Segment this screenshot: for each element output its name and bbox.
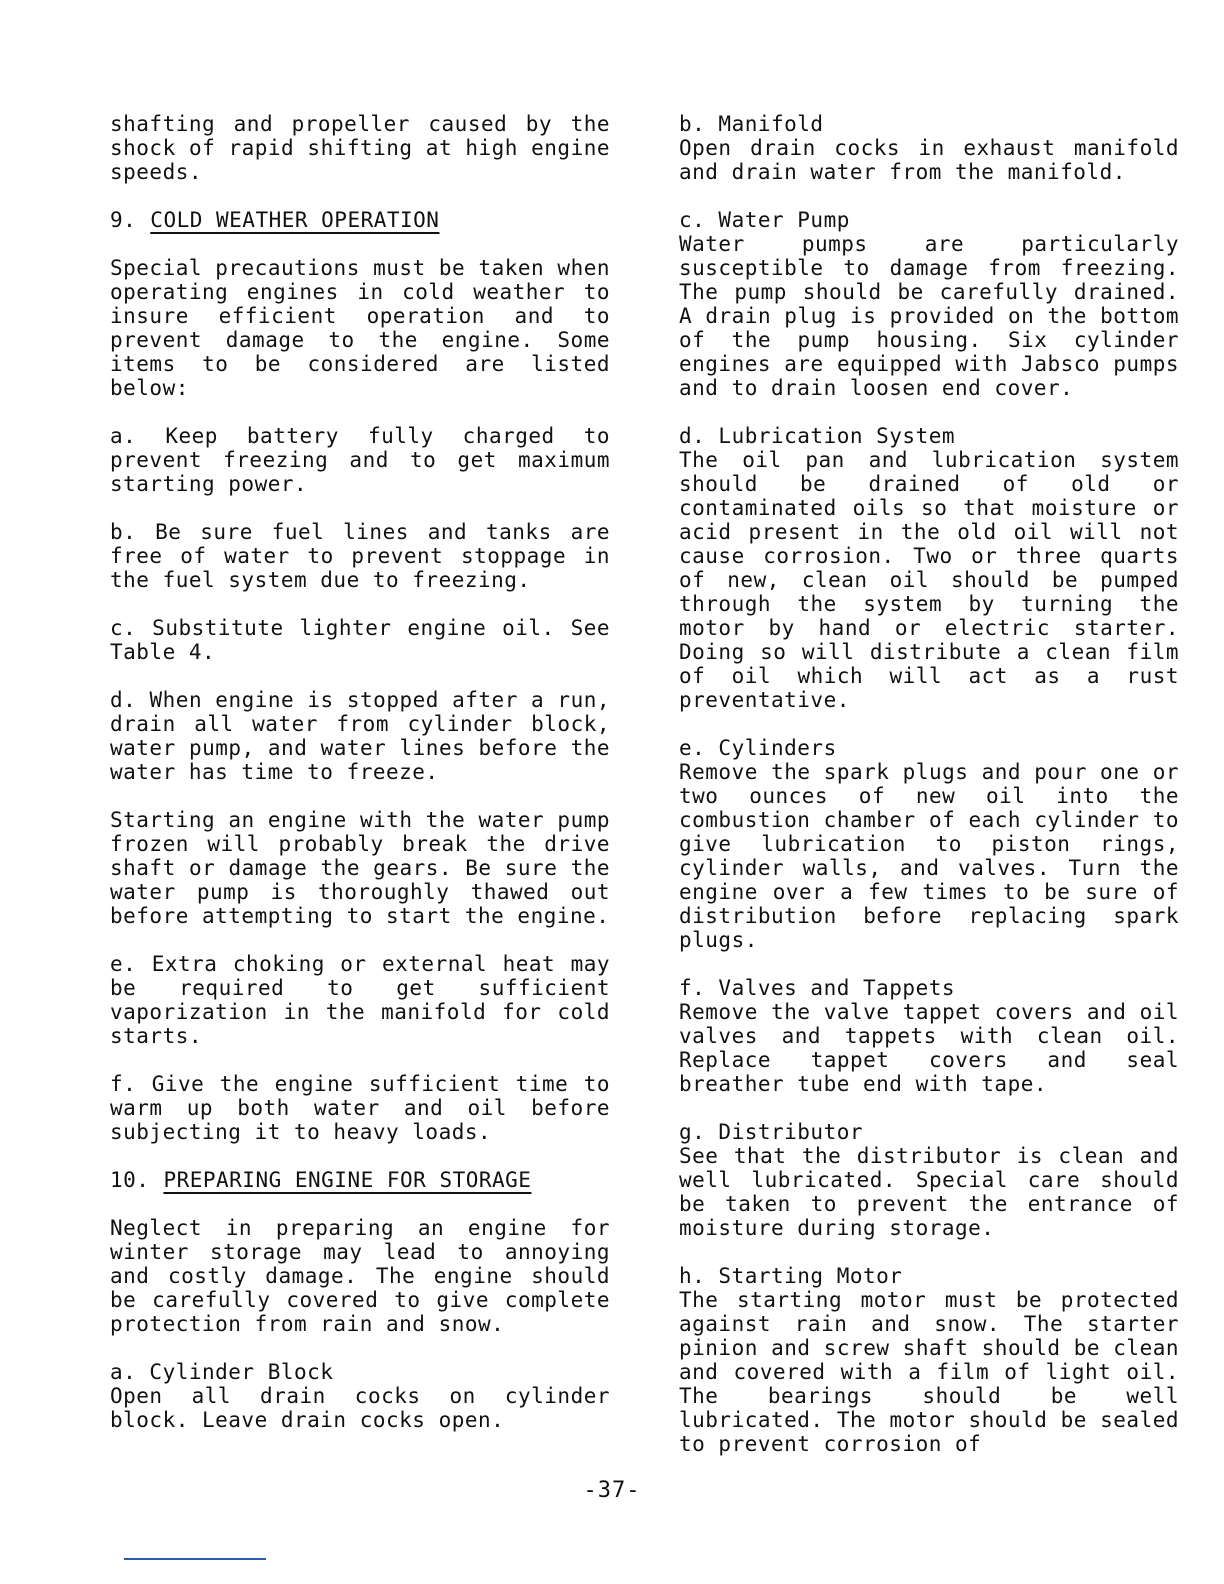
list-item-fuel-lines: b. Be sure fuel lines and tanks are free of water to prevent stoppage in the fuel system due to freezing. bbox=[110, 520, 610, 592]
subsection-water-pump bbox=[679, 208, 1179, 400]
section-heading-cold-weather bbox=[110, 208, 610, 232]
subsection-title: b. Manifold bbox=[679, 112, 824, 136]
subsection-cylinder-block bbox=[110, 1360, 610, 1432]
section-title: COLD WEATHER OPERATION bbox=[150, 208, 440, 232]
subsection-manifold bbox=[679, 112, 1179, 184]
footer-divider bbox=[124, 1558, 266, 1560]
subsection-text: Open drain cocks in exhaust manifold and drain water from the manifold. bbox=[679, 136, 1179, 184]
paragraph-frozen-pump: Starting an engine with the water pump frozen will probably break the drive shaft or damage the gears. Be sure the water pump is thoroughly thawed out before attempting to start the engine. bbox=[110, 808, 610, 928]
subsection-title: e. Cylinders bbox=[679, 736, 837, 760]
subsection-cylinders bbox=[679, 736, 1179, 952]
section-title: PREPARING ENGINE FOR STORAGE bbox=[163, 1168, 532, 1192]
subsection-valves-tappets bbox=[679, 976, 1179, 1096]
subsection-text: See that the distributor is clean and well lubricated. Special care should be taken to prevent the entrance of moisture during storage. bbox=[679, 1144, 1179, 1240]
subsection-starting-motor bbox=[679, 1264, 1179, 1456]
left-column bbox=[110, 112, 610, 1456]
paragraph-intro-continuation: shafting and propeller caused by the shock of rapid shifting at high engine speeds. bbox=[110, 112, 610, 184]
list-item-battery: a. Keep battery fully charged to prevent freezing and to get maximum starting power. bbox=[110, 424, 610, 496]
subsection-title: f. Valves and Tappets bbox=[679, 976, 956, 1000]
subsection-distributor bbox=[679, 1120, 1179, 1240]
subsection-title: c. Water Pump bbox=[679, 208, 850, 232]
subsection-text: Open all drain cocks on cylinder block. Leave drain cocks open. bbox=[110, 1384, 610, 1432]
subsection-text: Remove the valve tappet covers and oil valves and tappets with clean oil. Replace tappet covers and seal breather tube end with tape. bbox=[679, 1000, 1179, 1096]
subsection-text: Water pumps are particularly susceptible to damage from freezing. The pump should be carefully drained. A drain plug is provided on the bottom of the pump housing. Six cylinder engines are equipped with Jabsco pumps and to drain loosen end cover. bbox=[679, 232, 1179, 400]
list-item-engine-oil: c. Substitute lighter engine oil. See Table 4. bbox=[110, 616, 610, 664]
subsection-text: The oil pan and lubrication system should be drained of old or contaminated oils so that moisture or acid present in the old oil will not cause corrosion. Two or three quarts of new, clean oil should be pumped through the system by turning the motor by hand or electric starter. Doing so will distribute a clean film of oil which will act as a rust preventative. bbox=[679, 448, 1179, 712]
section-number: 9. bbox=[110, 208, 137, 232]
section-heading-storage bbox=[110, 1168, 610, 1192]
list-item-drain-water: d. When engine is stopped after a run, drain all water from cylinder block, water pump, and water lines before the water has time to freeze. bbox=[110, 688, 610, 784]
subsection-text: The starting motor must be protected against rain and snow. The starter pinion and screw shaft should be clean and covered with a film of light oil. The bearings should be well lubricated. The motor should be sealed to prevent corrosion of bbox=[679, 1288, 1179, 1456]
subsection-lubrication-system bbox=[679, 424, 1179, 712]
subsection-title: g. Distributor bbox=[679, 1120, 864, 1144]
page-number: -37- bbox=[583, 1478, 641, 1503]
subsection-title: a. Cylinder Block bbox=[110, 1360, 334, 1384]
paragraph-cold-weather-intro: Special precautions must be taken when operating engines in cold weather to insure efficient operation and to prevent damage to the engine. Some items to be considered are listed below: bbox=[110, 256, 610, 400]
subsection-text: Remove the spark plugs and pour one or two ounces of new oil into the combustion chamber of each cylinder to give lubrication to piston rings, cylinder walls, and valves. Turn the engine over a few times to be sure of distribution before replacing spark plugs. bbox=[679, 760, 1179, 952]
section-number: 10. bbox=[110, 1168, 150, 1192]
subsection-title: d. Lubrication System bbox=[679, 424, 956, 448]
list-item-warm-up: f. Give the engine sufficient time to warm up both water and oil before subjecting it to heavy loads. bbox=[110, 1072, 610, 1144]
subsection-title: h. Starting Motor bbox=[679, 1264, 903, 1288]
paragraph-storage-intro: Neglect in preparing an engine for winter storage may lead to annoying and costly damage. The engine should be carefully covered to give complete protection from rain and snow. bbox=[110, 1216, 610, 1336]
right-column bbox=[679, 112, 1179, 1480]
list-item-choking: e. Extra choking or external heat may be required to get sufficient vaporization in the manifold for cold starts. bbox=[110, 952, 610, 1048]
